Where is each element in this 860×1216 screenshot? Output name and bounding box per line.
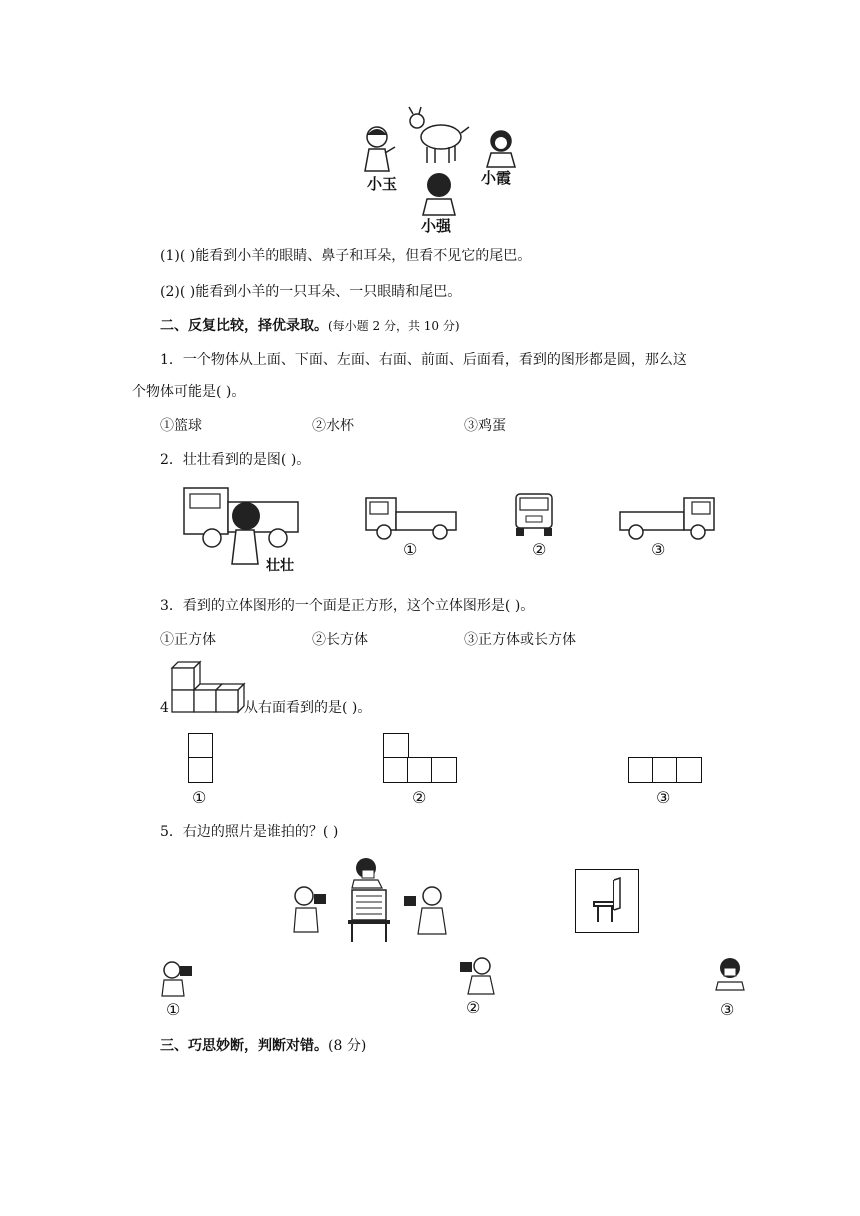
goat-illustration — [405, 107, 475, 167]
q1-option-1: ①篮球 — [160, 418, 202, 434]
q4-text: 从右面看到的是( )。 — [244, 700, 372, 716]
q2-option-1-mark: ① — [403, 540, 418, 559]
q5-option-2-mark: ② — [466, 998, 481, 1017]
q5-text: 5．右边的照片是谁拍的？( ) — [160, 824, 339, 840]
q4-opt3-square-3 — [676, 757, 702, 783]
label-xiaoxia: 小霞 — [481, 169, 512, 187]
girl-with-camera-option-icon — [456, 954, 496, 994]
section2-note: (每小题 2 分，共 10 分) — [328, 319, 460, 333]
q5-option-3-mark: ③ — [720, 1000, 735, 1019]
q4-opt2-square-top — [383, 733, 409, 759]
boy-xiaoqiang-illustration — [419, 171, 459, 215]
q4-option-2-mark: ② — [412, 788, 427, 807]
top-scene — [355, 105, 535, 235]
q2-option-3-mark: ③ — [651, 540, 666, 559]
section3-heading-row — [160, 1036, 366, 1056]
section3-note: (8 分) — [328, 1038, 367, 1054]
q2-text: 2．壮壮看到的是图( )。 — [160, 452, 311, 468]
truck-side-view-left-icon — [364, 492, 460, 542]
q4-option-3-mark: ③ — [656, 788, 671, 807]
boy-with-camera-option-icon — [158, 958, 198, 998]
q4-opt1-square-bottom — [188, 757, 213, 783]
truck-front-view-icon — [512, 492, 556, 540]
q3-text: 3．看到的立体图形的一个面是正方形，这个立体图形是( )。 — [160, 598, 535, 614]
girl-front-camera-option-icon — [710, 956, 750, 996]
q4-option-1-mark: ① — [192, 788, 207, 807]
q1-line2: 个物体可能是( )。 — [132, 384, 246, 400]
q4-opt1-square-top — [188, 733, 213, 759]
question-item-1: (1)( )能看到小羊的眼睛、鼻子和耳朵，但看不见它的尾巴。 — [160, 248, 532, 264]
section3-heading: 三、巧思妙断，判断对错。 — [160, 1038, 328, 1054]
q3-option-3: ③正方体或长方体 — [464, 632, 576, 648]
q4-opt2-square-1 — [383, 757, 409, 783]
q3-option-1: ①正方体 — [160, 632, 216, 648]
q1-line1: 1．一个物体从上面、下面、左面、右面、前面、后面看，看到的图形都是圆，那么这 — [160, 352, 687, 368]
q5-option-1-mark: ① — [166, 1000, 181, 1019]
q4-opt2-square-2 — [407, 757, 433, 783]
question-item-2: (2)( )能看到小羊的一只耳朵、一只眼睛和尾巴。 — [160, 284, 462, 300]
q4-opt2-square-3 — [431, 757, 457, 783]
q2-option-2-mark: ② — [532, 540, 547, 559]
truck-side-view-right-icon — [618, 492, 718, 542]
q4-opt3-square-1 — [628, 757, 654, 783]
q1-option-3: ③鸡蛋 — [464, 418, 506, 434]
q1-option-2: ②水杯 — [312, 418, 354, 434]
q4-opt3-square-2 — [652, 757, 678, 783]
chair-photo-frame — [575, 869, 639, 933]
q4-number — [160, 698, 169, 718]
girl-xiaoyu-illustration — [361, 125, 397, 173]
girl-xiaoxia-illustration — [483, 129, 519, 169]
label-xiaoyu: 小玉 — [367, 175, 398, 193]
label-xiaoqiang: 小强 — [421, 217, 452, 235]
kids-photographing-chair-illustration — [292, 854, 452, 944]
cube-stack-figure — [168, 660, 252, 712]
q3-option-2: ②长方体 — [312, 632, 368, 648]
section2-heading-row — [160, 316, 460, 336]
section2-heading: 二、反复比较，择优录取。 — [160, 318, 328, 334]
q4-number-text: 4 — [160, 700, 169, 716]
label-zhuangzhuang: 壮壮 — [266, 558, 294, 574]
chair-side-view-icon — [576, 870, 636, 930]
